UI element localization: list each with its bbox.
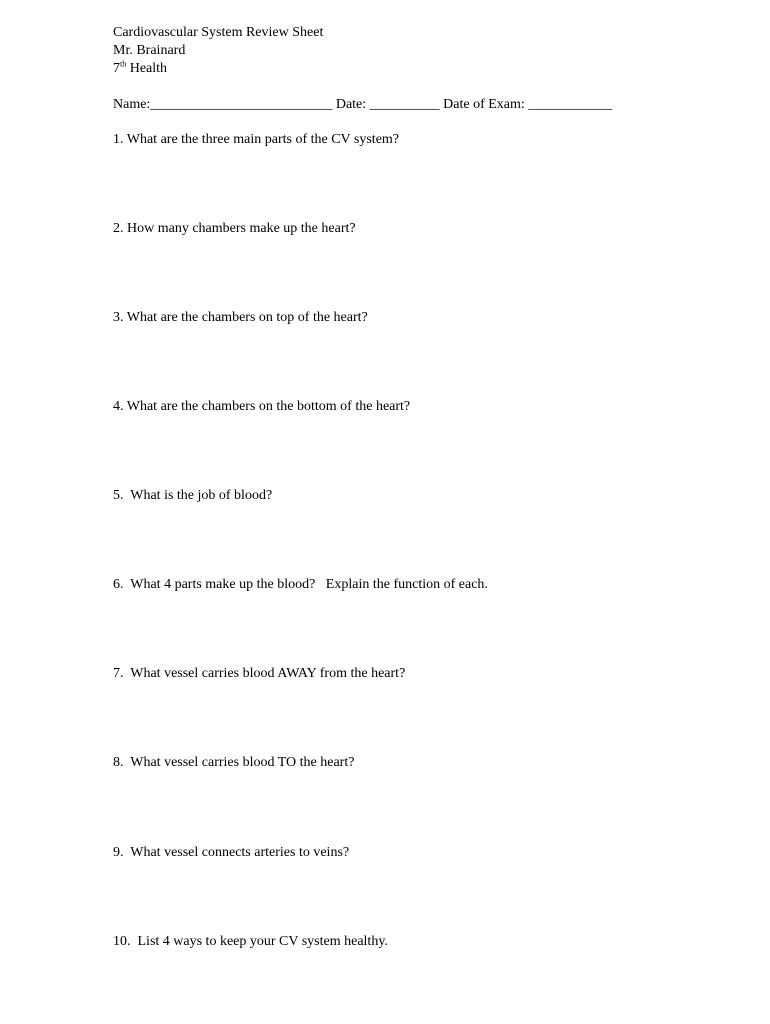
question-6: 6. What 4 parts make up the blood? Explain the function of each.	[113, 577, 488, 592]
question-8: 8. What vessel carries blood TO the heart?	[113, 755, 355, 770]
question-2: 2. How many chambers make up the heart?	[113, 221, 356, 236]
name-label: Name:	[113, 97, 151, 112]
class-line	[113, 60, 167, 78]
exam-date-label: Date of Exam:	[439, 97, 529, 112]
question-10: 10. List 4 ways to keep your CV system healthy.	[113, 934, 388, 949]
exam-date-blank[interactable]: ____________	[528, 97, 613, 112]
worksheet-title: Cardiovascular System Review Sheet	[113, 25, 324, 40]
question-7: 7. What vessel carries blood AWAY from the heart?	[113, 666, 406, 681]
question-4: 4. What are the chambers on the bottom of the heart?	[113, 399, 411, 414]
question-3: 3. What are the chambers on top of the heart?	[113, 310, 368, 325]
student-info-fields	[113, 96, 612, 114]
grade-number: 7	[113, 61, 120, 76]
grade-suffix: th	[120, 59, 127, 69]
name-blank[interactable]: __________________________	[150, 97, 333, 112]
question-5: 5. What is the job of blood?	[113, 488, 273, 503]
subject-name: Health	[126, 61, 168, 76]
date-label: Date:	[332, 97, 370, 112]
question-9: 9. What vessel connects arteries to veins?	[113, 845, 350, 860]
teacher-name: Mr. Brainard	[113, 43, 186, 58]
question-1: 1. What are the three main parts of the CV system?	[113, 132, 400, 147]
date-blank[interactable]: __________	[369, 97, 440, 112]
